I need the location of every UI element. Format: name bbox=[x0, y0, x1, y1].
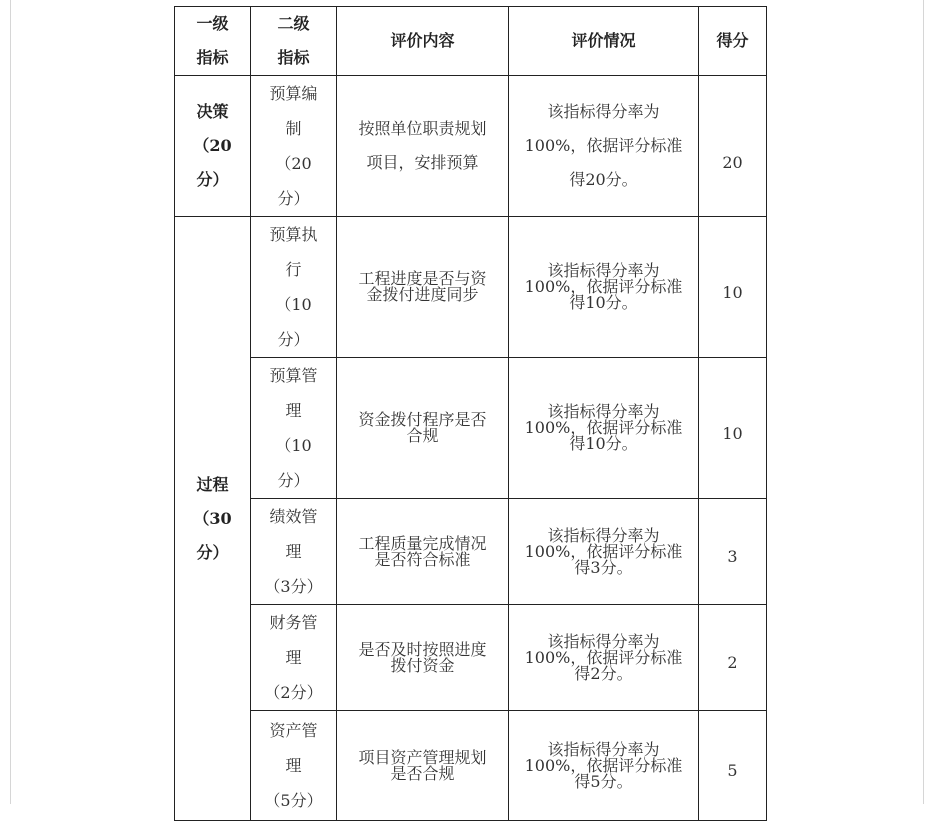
level2-cell: 资产管 理 （5分） bbox=[251, 711, 337, 821]
page-margin-right bbox=[923, 0, 924, 804]
level2-cell: 预算执 行 （10 分） bbox=[251, 217, 337, 358]
table-row bbox=[175, 605, 767, 711]
content-cell: 按照单位职责规划 项目，安排预算 bbox=[337, 76, 509, 217]
header-content: 评价内容 bbox=[337, 7, 509, 76]
level1-cell: 决策 （20 分） bbox=[175, 76, 251, 217]
content-cell: 是否及时按照进度 拨付资金 bbox=[337, 605, 509, 711]
level2-cell: 绩效管 理 （3分） bbox=[251, 499, 337, 605]
assessment-cell: 该指标得分率为 100%，依据评分标准 得5分。 bbox=[509, 711, 699, 821]
level1-cell: 过程 （30 分） bbox=[175, 217, 251, 821]
level2-cell: 财务管 理 （2分） bbox=[251, 605, 337, 711]
table-row bbox=[175, 711, 767, 821]
table-row bbox=[175, 358, 767, 499]
content-cell: 资金拨付程序是否 合规 bbox=[337, 358, 509, 499]
score-cell: 10 bbox=[699, 217, 767, 358]
content-cell: 工程质量完成情况 是否符合标准 bbox=[337, 499, 509, 605]
header-level2: 二级 指标 bbox=[251, 7, 337, 76]
score-cell: 3 bbox=[699, 499, 767, 605]
assessment-cell: 该指标得分率为 100%，依据评分标准 得3分。 bbox=[509, 499, 699, 605]
assessment-cell: 该指标得分率为 100%，依据评分标准 得2分。 bbox=[509, 605, 699, 711]
content-cell: 工程进度是否与资 金拨付进度同步 bbox=[337, 217, 509, 358]
level2-cell: 预算编 制 （20 分） bbox=[251, 76, 337, 217]
score-cell: 10 bbox=[699, 358, 767, 499]
assessment-cell: 该指标得分率为 100%，依据评分标准 得10分。 bbox=[509, 217, 699, 358]
assessment-cell: 该指标得分率为 100%，依据评分标准 得20分。 bbox=[509, 76, 699, 217]
level2-cell: 预算管 理 （10 分） bbox=[251, 358, 337, 499]
assessment-cell: 该指标得分率为 100%，依据评分标准 得10分。 bbox=[509, 358, 699, 499]
header-assessment: 评价情况 bbox=[509, 7, 699, 76]
score-cell: 20 bbox=[699, 76, 767, 217]
header-score: 得分 bbox=[699, 7, 767, 76]
evaluation-table bbox=[174, 6, 767, 821]
table-row bbox=[175, 499, 767, 605]
header-level1: 一级 指标 bbox=[175, 7, 251, 76]
table-row bbox=[175, 76, 767, 217]
content-cell: 项目资产管理规划 是否合规 bbox=[337, 711, 509, 821]
page-margin-left bbox=[10, 0, 11, 804]
score-cell: 5 bbox=[699, 711, 767, 821]
score-cell: 2 bbox=[699, 605, 767, 711]
table-row bbox=[175, 217, 767, 358]
header-row bbox=[175, 7, 767, 76]
